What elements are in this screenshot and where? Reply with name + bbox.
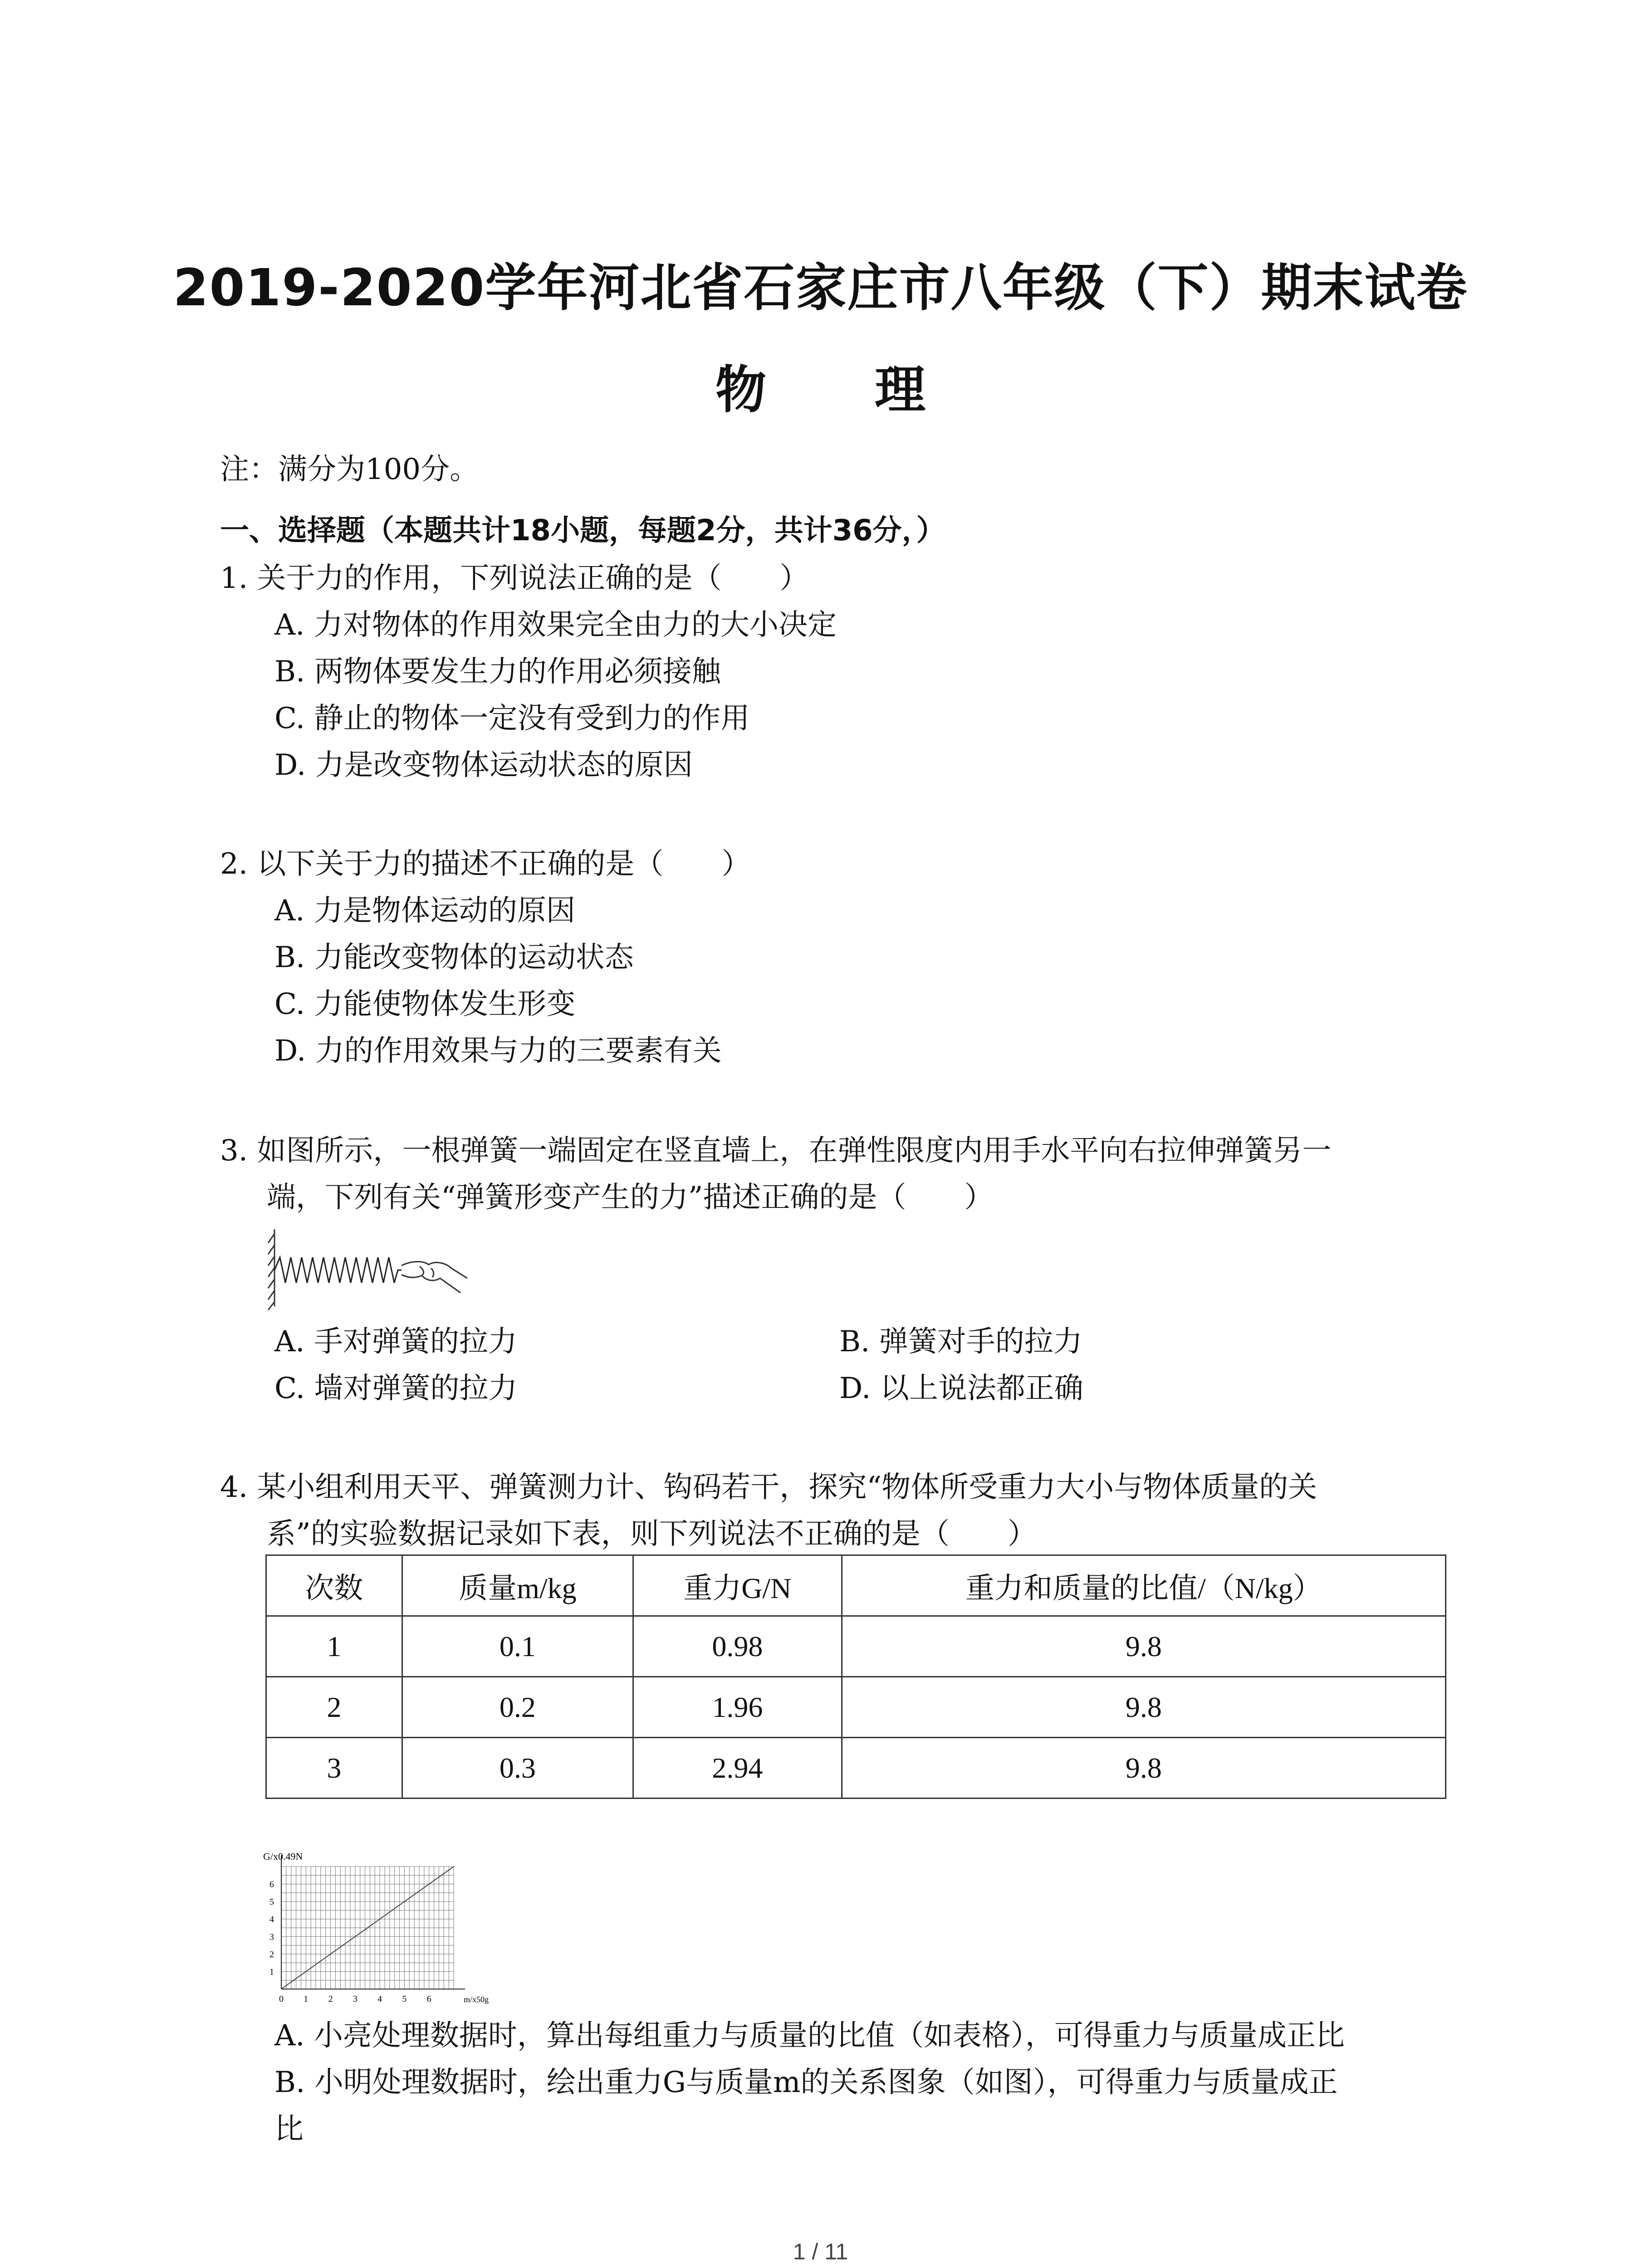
spring-coil (274, 1257, 402, 1283)
table-cell: 2 (266, 1677, 402, 1738)
x-axis-label: m/x50g (464, 1995, 489, 2004)
y-tick-label: 3 (269, 1932, 274, 1942)
hand-icon (402, 1261, 467, 1293)
question-2-stem: 2. 以下关于力的描述不正确的是（ ） (220, 847, 751, 881)
question-1-option-b: B. 两物体要发生力的作用必须接触 (274, 655, 721, 689)
gravity-mass-chart (254, 1846, 508, 2009)
page-number: 1 / 11 (793, 2239, 848, 2264)
table-header: 重力G/N (633, 1555, 842, 1616)
y-tick-label: 4 (269, 1914, 274, 1925)
y-axis-label: G/x0.49N (263, 1851, 303, 1862)
question-1-option-c: C. 静止的物体一定没有受到力的作用 (274, 702, 750, 735)
question-4-stem-line2: 系”的实验数据记录如下表，则下列说法不正确的是（ ） (267, 1517, 1037, 1551)
question-3-option-b: B. 弹簧对手的拉力 (839, 1325, 1083, 1359)
table-row (266, 1616, 1446, 1677)
table-cell: 1 (266, 1616, 402, 1677)
experiment-data-table (265, 1554, 1446, 1799)
x-tick-label: 1 (304, 1994, 309, 2004)
table-header: 重力和质量的比值/（N/kg） (842, 1555, 1445, 1616)
question-4-option-b-line1: B. 小明处理数据时，绘出重力G与质量m的关系图象（如图），可得重力与质量成正 (274, 2066, 1338, 2099)
table-cell: 9.8 (842, 1738, 1445, 1799)
section-heading: 一、选择题（本题共计18小题，每题2分，共计36分，） (220, 514, 945, 547)
x-tick-label: 3 (353, 1994, 358, 2004)
subject-title: 物 理 (715, 361, 971, 420)
question-3-option-d: D. 以上说法都正确 (839, 1372, 1083, 1405)
y-tick-label: 2 (269, 1949, 274, 1960)
y-tick-label: 1 (269, 1967, 274, 1977)
table-cell: 0.1 (402, 1616, 633, 1677)
table-cell: 1.96 (633, 1677, 842, 1738)
table-cell: 9.8 (842, 1616, 1445, 1677)
question-3-stem-line1: 3. 如图所示，一根弹簧一端固定在竖直墙上，在弹性限度内用手水平向右拉伸弹簧另一 (220, 1134, 1332, 1168)
table-cell: 2.94 (633, 1738, 842, 1799)
table-header: 质量m/kg (402, 1555, 633, 1616)
question-3-stem-line2: 端，下列有关“弹簧形变产生的力”描述正确的是（ ） (267, 1181, 994, 1214)
wall-hatching (268, 1229, 274, 1310)
x-tick-label: 4 (377, 1994, 382, 2004)
question-2-option-c: C. 力能使物体发生形变 (274, 987, 576, 1021)
question-1-option-d: D. 力是改变物体运动状态的原因 (274, 748, 693, 782)
table-row (266, 1738, 1446, 1799)
table-row (266, 1677, 1446, 1738)
question-4-option-b-line2: 比 (274, 2112, 304, 2146)
table-header: 次数 (266, 1555, 402, 1616)
question-3-option-a: A. 手对弹簧的拉力 (274, 1325, 517, 1359)
y-tick-label: 5 (269, 1897, 274, 1907)
question-4-stem-line1: 4. 某小组利用天平、弹簧测力计、钩码若干，探究“物体所受重力大小与物体质量的关 (220, 1471, 1318, 1504)
table-cell: 9.8 (842, 1677, 1445, 1738)
table-cell: 0.2 (402, 1677, 633, 1738)
question-2-option-b: B. 力能改变物体的运动状态 (274, 941, 634, 974)
x-tick-label: 6 (426, 1994, 431, 2004)
question-2-option-d: D. 力的作用效果与力的三要素有关 (274, 1034, 722, 1068)
y-tick-label: 6 (269, 1879, 274, 1890)
spring-wall-hand-figure (265, 1225, 474, 1315)
x-tick-label: 2 (328, 1994, 333, 2004)
table-cell: 3 (266, 1738, 402, 1799)
score-note: 注：满分为100分。 (220, 453, 479, 486)
question-2-option-a: A. 力是物体运动的原因 (274, 894, 575, 928)
table-header-row (266, 1555, 1446, 1616)
x-tick-label: 5 (402, 1994, 407, 2004)
table-cell: 0.3 (402, 1738, 633, 1799)
question-1-stem: 1. 关于力的作用，下列说法正确的是（ ） (220, 562, 809, 595)
question-1-option-a: A. 力对物体的作用效果完全由力的大小决定 (274, 608, 837, 642)
table-cell: 0.98 (633, 1616, 842, 1677)
x-tick-label: 0 (279, 1994, 284, 2004)
question-3-option-c: C. 墙对弹簧的拉力 (274, 1372, 518, 1405)
question-4-option-a: A. 小亮处理数据时，算出每组重力与质量的比值（如表格），可得重力与质量成正比 (274, 2019, 1345, 2053)
exam-title: 2019-2020学年河北省石家庄市八年级（下）期末试卷 (173, 259, 1468, 318)
